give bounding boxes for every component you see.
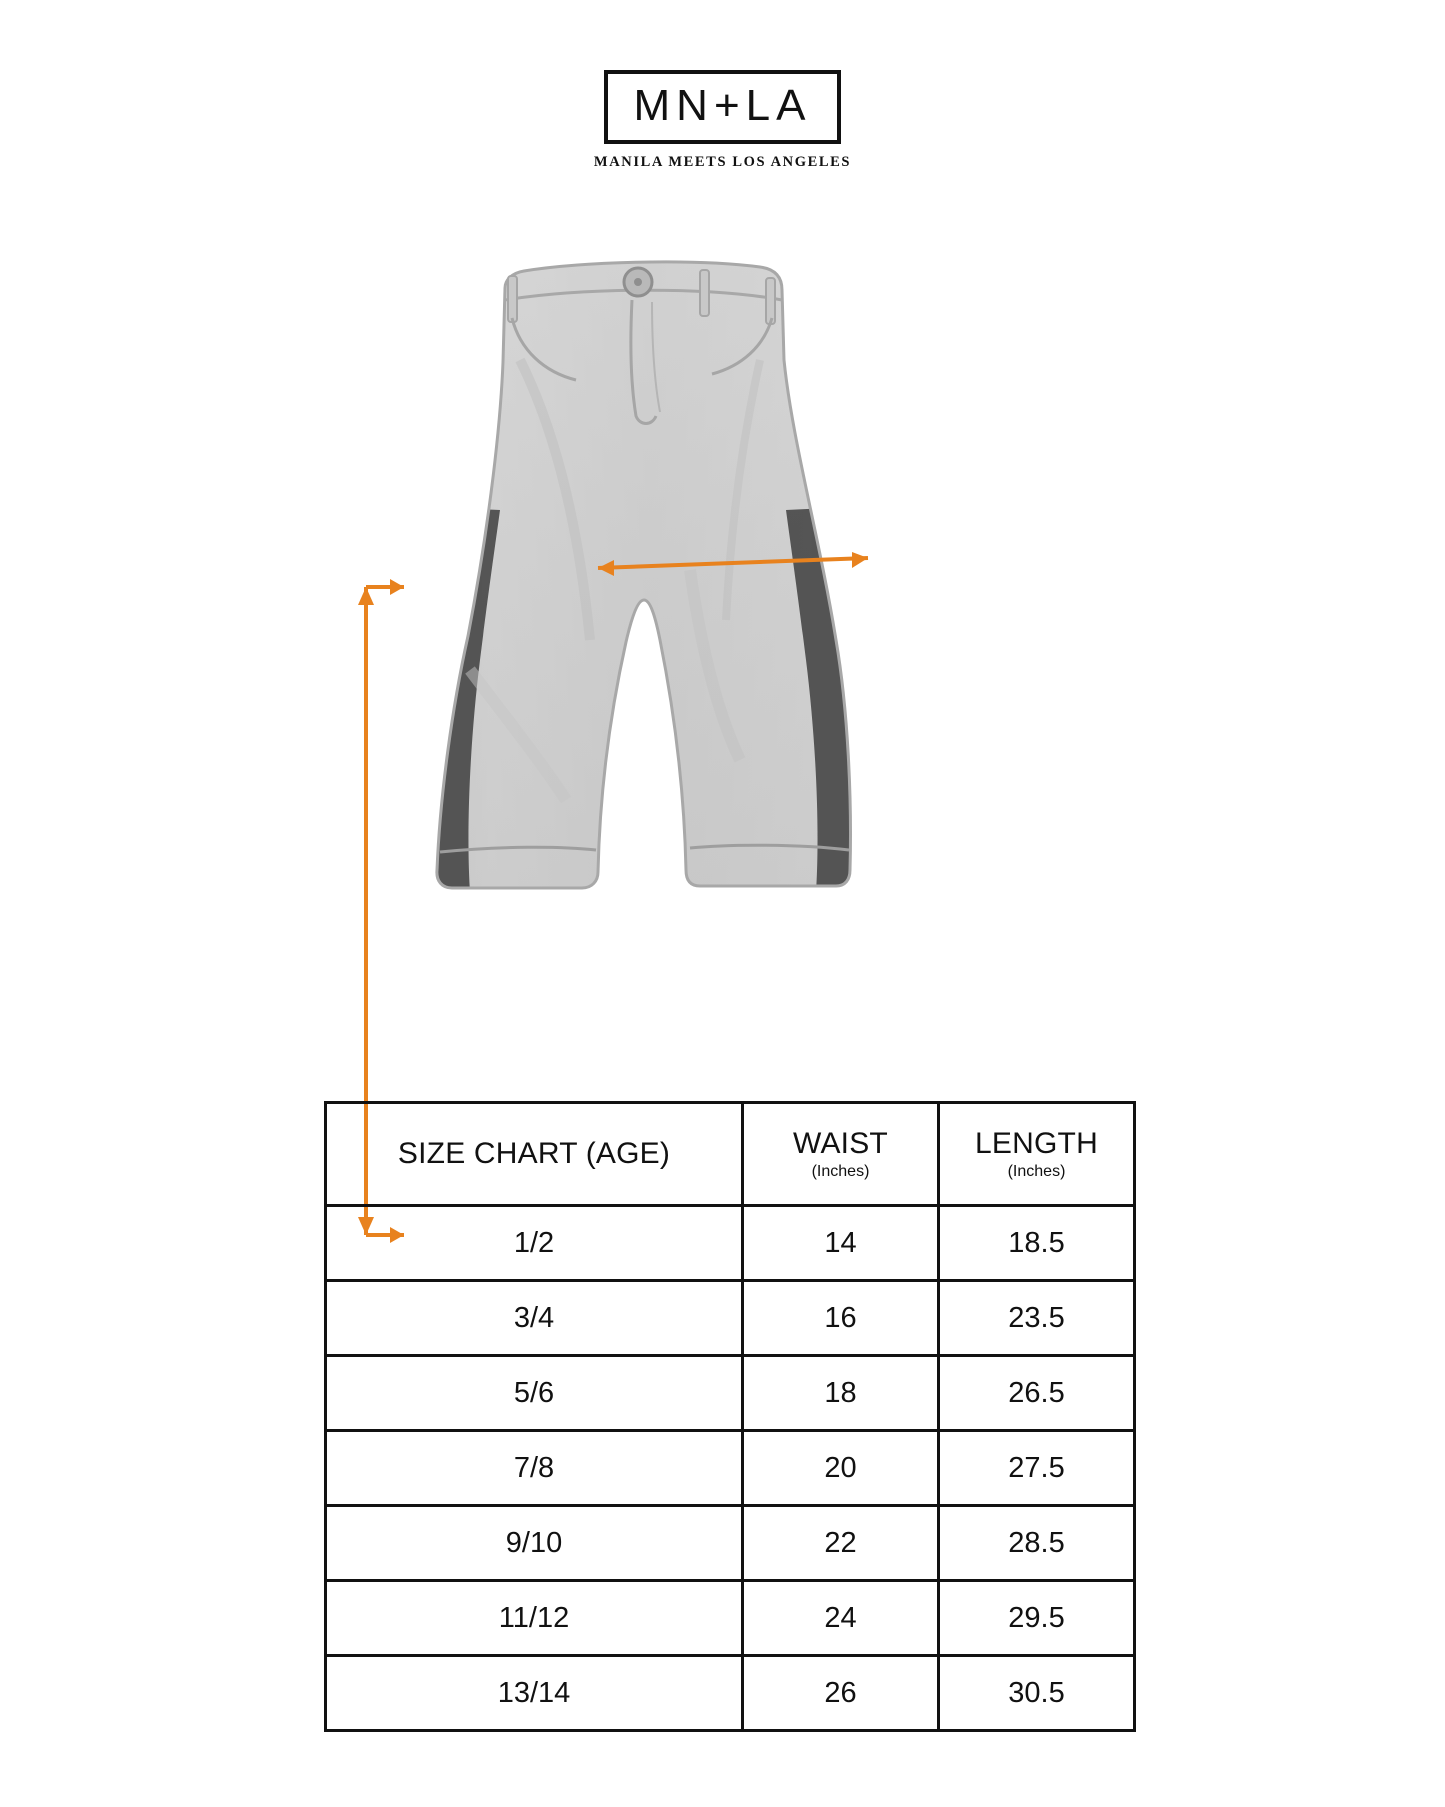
column-header-age-label: SIZE CHART (AGE) bbox=[397, 1136, 671, 1170]
cell-age: 1/2 bbox=[326, 1206, 743, 1281]
table-row bbox=[326, 1281, 1135, 1356]
table-row bbox=[326, 1656, 1135, 1731]
column-header-length bbox=[939, 1103, 1135, 1206]
table-header-row bbox=[326, 1103, 1135, 1206]
cell-age: 11/12 bbox=[326, 1581, 743, 1656]
column-header-age bbox=[326, 1103, 743, 1206]
cell-waist: 26 bbox=[743, 1656, 939, 1731]
belt-loop-right bbox=[700, 270, 709, 316]
cell-age: 3/4 bbox=[326, 1281, 743, 1356]
cell-waist: 18 bbox=[743, 1356, 939, 1431]
cell-waist: 14 bbox=[743, 1206, 939, 1281]
brand-logo-box bbox=[604, 70, 842, 144]
cell-waist: 22 bbox=[743, 1506, 939, 1581]
column-header-waist bbox=[743, 1103, 939, 1206]
shorts-graphic bbox=[0, 240, 1445, 920]
cell-length: 26.5 bbox=[939, 1356, 1135, 1431]
belt-loop-left bbox=[508, 276, 517, 322]
cell-length: 27.5 bbox=[939, 1431, 1135, 1506]
table-row bbox=[326, 1506, 1135, 1581]
table-row bbox=[326, 1431, 1135, 1506]
cell-length: 18.5 bbox=[939, 1206, 1135, 1281]
cell-length: 29.5 bbox=[939, 1581, 1135, 1656]
cell-length: 28.5 bbox=[939, 1506, 1135, 1581]
size-chart-table bbox=[324, 1101, 1136, 1732]
table-row bbox=[326, 1356, 1135, 1431]
cell-length: 30.5 bbox=[939, 1656, 1135, 1731]
size-chart-table-wrapper bbox=[324, 1101, 1124, 1732]
cell-age: 13/14 bbox=[326, 1656, 743, 1731]
cell-waist: 20 bbox=[743, 1431, 939, 1506]
garment-illustration bbox=[0, 240, 1445, 920]
waist-measurement-arrow bbox=[590, 550, 875, 580]
cell-waist: 24 bbox=[743, 1581, 939, 1656]
column-header-waist-label: WAIST bbox=[793, 1126, 888, 1160]
cell-length: 23.5 bbox=[939, 1281, 1135, 1356]
cell-waist: 16 bbox=[743, 1281, 939, 1356]
cell-age: 5/6 bbox=[326, 1356, 743, 1431]
table-row bbox=[326, 1581, 1135, 1656]
brand-header bbox=[0, 70, 1445, 171]
brand-logo-text: MN+LA bbox=[633, 81, 812, 130]
column-header-waist-unit: (Inches) bbox=[811, 1163, 870, 1181]
table-row bbox=[326, 1206, 1135, 1281]
column-header-length-label: LENGTH bbox=[975, 1126, 1098, 1160]
cell-age: 7/8 bbox=[326, 1431, 743, 1506]
column-header-length-unit: (Inches) bbox=[1007, 1163, 1066, 1181]
belt-loop-far-right bbox=[766, 278, 775, 324]
brand-tagline: MANILA MEETS LOS ANGELES bbox=[593, 154, 852, 170]
cell-age: 9/10 bbox=[326, 1506, 743, 1581]
